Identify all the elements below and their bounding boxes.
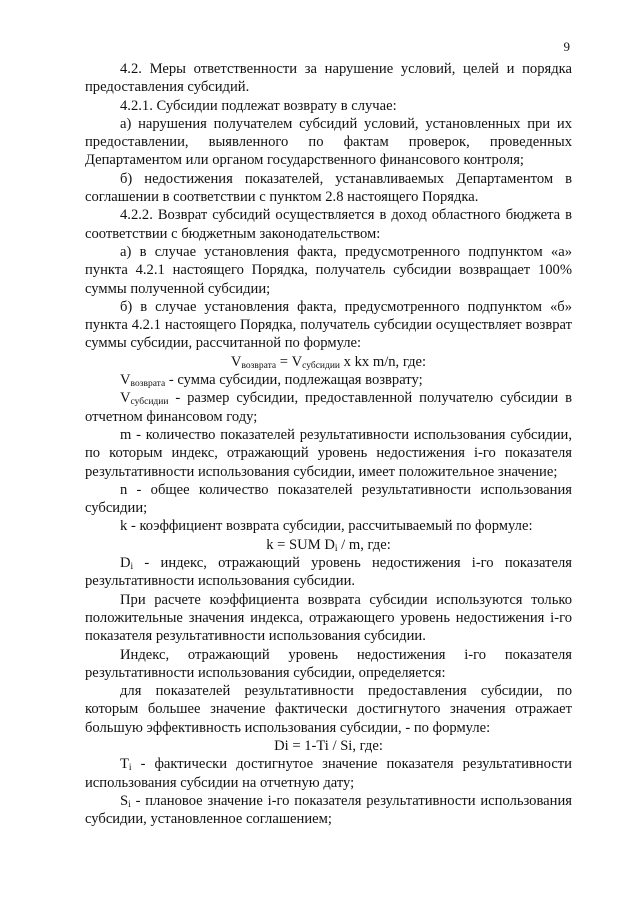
paragraph: б) недостижения показателей, устанавливаемых Департаментом в соглашении в соответствии с пунктом 2.8 настоящего Порядка.	[85, 170, 572, 206]
definition: n - общее количество показателей результативности использования субсидии;	[85, 481, 572, 517]
definition: k - коэффициент возврата субсидии, рассчитываемый по формуле:	[120, 518, 533, 535]
definition: $V_{возврата}$ - сумма субсидии, подлежащая возврату;	[120, 372, 423, 390]
paragraph: б) в случае установления факта, предусмотренного подпунктом «б» пункта 4.2.1 настоящего Порядка, получатель субсидии осуществляет возврат суммы субсидии, рассчитанной по формуле:	[85, 298, 572, 352]
document-body	[85, 60, 572, 828]
paragraph: 4.2.2. Возврат субсидий осуществляется в доход областного бюджета в соответствии с бюджетным законодательством:	[85, 207, 572, 242]
definition: $S_i$ - плановое значение i-го показателя результативности использования субсидии, установленное соглашением;	[85, 792, 572, 828]
page-number: 9	[563, 39, 570, 54]
definition: $T_i$ - фактически достигнутое значение показателя результативности использования субсидии на отчетную дату;	[85, 756, 572, 791]
paragraph: При расчете коэффициента возврата субсидии используются только положительные значения индекса, отражающего уровень недостижения i-го показателя результативности использования субсидии.	[85, 591, 572, 645]
section-heading: 4.2. Меры ответственности за нарушение условий, целей и порядка предоставления субсидий.	[85, 61, 572, 96]
paragraph: а) нарушения получателем субсидий условий, установленных при их предоставлении, выявленного по фактам проверок, проведенных Департаментом или органом государственного финансового контроля;	[85, 115, 572, 169]
paragraph: а) в случае установления факта, предусмотренного подпунктом «а» пункта 4.2.1 настоящего Порядка, получатель субсидии возвращает 100% суммы полученной субсидии;	[85, 243, 572, 297]
formula-coefficient: k = SUM $D_i$ / m, где:	[266, 536, 391, 554]
formula-return-amount: $V_{возврата} = V_{субсидии}$ х kх m/n, где:	[230, 353, 427, 371]
paragraph: для показателей результативности предоставления субсидии, по которым большее значение фактически достигнутого значения отражает большую эффективность использования субсидии, - по формуле:	[85, 683, 572, 736]
definition: m - количество показателей результативности использования субсидии, по которым индекс, отражающий уровень недостижения i-го показателя результативности использования субсидии, имеет положительное значение;	[85, 426, 572, 480]
formula-index: Di = 1-Ti / Si, где:	[274, 737, 383, 754]
paragraph: 4.2.1. Субсидии подлежат возврату в случае:	[120, 97, 397, 114]
definition: $V_{субсидии}$ - размер субсидии, предоставленной получателю субсидии в отчетном финансовом году;	[85, 390, 572, 425]
paragraph: Индекс, отражающий уровень недостижения i-го показателя результативности использования субсидии, определяется:	[85, 646, 572, 681]
definition: $D_i$ - индекс, отражающий уровень недостижения i-го показателя результативности использования субсидии.	[85, 555, 572, 590]
